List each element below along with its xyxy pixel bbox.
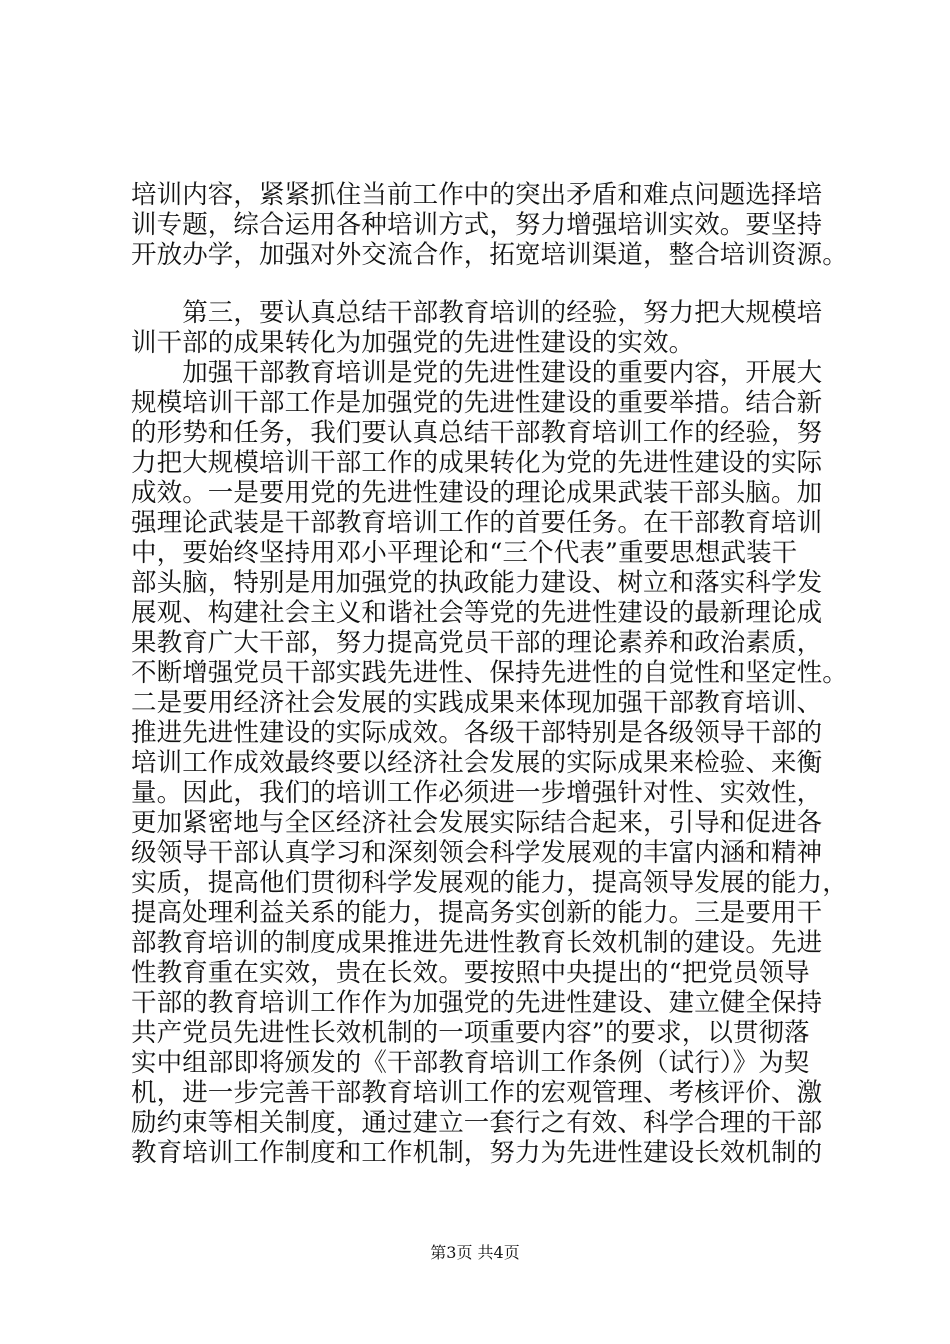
- section-line: 机，进一步完善干部教育培训工作的宏观管理、考核评价、激: [131, 1078, 823, 1108]
- section-line: 二是要用经济社会发展的实践成果来体现加强干部教育培训、: [131, 688, 823, 718]
- section-line: 成效。一是要用党的先进性建设的理论成果武装干部头脑。加: [131, 478, 823, 508]
- section-line: 训干部的成果转化为加强党的先进性建设的实效。: [131, 328, 695, 358]
- section-line: 提高处理利益关系的能力，提高务实创新的能力。三是要用干: [131, 898, 823, 928]
- continuation-line: 培训内容，紧紧抓住当前工作中的突出矛盾和难点问题选择培: [131, 180, 823, 210]
- continuation-line: 开放办学，加强对外交流合作，拓宽培训渠道，整合培训资源。: [131, 240, 848, 270]
- section-line: 中，要始终坚持用邓小平理论和“三个代表”重要思想武装干: [131, 538, 798, 568]
- section-line: 共产党员先进性长效机制的一项重要内容”的要求，以贯彻落: [131, 1018, 810, 1048]
- section-line: 加强干部教育培训是党的先进性建设的重要内容，开展大: [131, 358, 823, 388]
- section-three-paragraphs: [131, 298, 848, 1168]
- section-line: 部头脑，特别是用加强党的执政能力建设、树立和落实科学发: [131, 568, 823, 598]
- section-line: 实中组部即将颁发的《干部教育培训工作条例（试行）》为契: [131, 1048, 810, 1078]
- section-line: 培训工作成效最终要以经济社会发展的实际成果来检验、来衡: [131, 748, 823, 778]
- section-line: 展观、构建社会主义和谐社会等党的先进性建设的最新理论成: [131, 598, 823, 628]
- section-line: 级领导干部认真学习和深刻领会科学发展观的丰富内涵和精神: [131, 838, 823, 868]
- section-line: 量。因此，我们的培训工作必须进一步增强针对性、实效性，: [131, 778, 823, 808]
- continuation-line: 训专题，综合运用各种培训方式，努力增强培训实效。要坚持: [131, 210, 823, 240]
- section-line: 力把大规模培训干部工作的成果转化为党的先进性建设的实际: [131, 448, 823, 478]
- section-line: 实质，提高他们贯彻科学发展观的能力，提高领导发展的能力，: [131, 868, 848, 898]
- section-line: 不断增强党员干部实践先进性、保持先进性的自觉性和坚定性。: [131, 658, 848, 688]
- section-line: 更加紧密地与全区经济社会发展实际结合起来，引导和促进各: [131, 808, 823, 838]
- section-line: 性教育重在实效，贵在长效。要按照中央提出的“把党员领导: [131, 958, 810, 988]
- continuation-paragraph: [131, 180, 848, 270]
- section-line: 果教育广大干部，努力提高党员干部的理论素养和政治素质，: [131, 628, 823, 658]
- section-line: 的形势和任务，我们要认真总结干部教育培训工作的经验，努: [131, 418, 823, 448]
- section-line: 部教育培训的制度成果推进先进性教育长效机制的建设。先进: [131, 928, 823, 958]
- section-line: 第三，要认真总结干部教育培训的经验，努力把大规模培: [131, 298, 823, 328]
- page-footer: 第3页 共4页: [430, 1243, 520, 1262]
- section-line: 强理论武装是干部教育培训工作的首要任务。在干部教育培训: [131, 508, 823, 538]
- section-line: 推进先进性建设的实际成效。各级干部特别是各级领导干部的: [131, 718, 823, 748]
- section-line: 干部的教育培训工作作为加强党的先进性建设、建立健全保持: [131, 988, 823, 1018]
- section-line: 励约束等相关制度，通过建立一套行之有效、科学合理的干部: [131, 1108, 823, 1138]
- section-line: 教育培训工作制度和工作机制，努力为先进性建设长效机制的: [131, 1138, 823, 1168]
- section-line: 规模培训干部工作是加强党的先进性建设的重要举措。结合新: [131, 388, 823, 418]
